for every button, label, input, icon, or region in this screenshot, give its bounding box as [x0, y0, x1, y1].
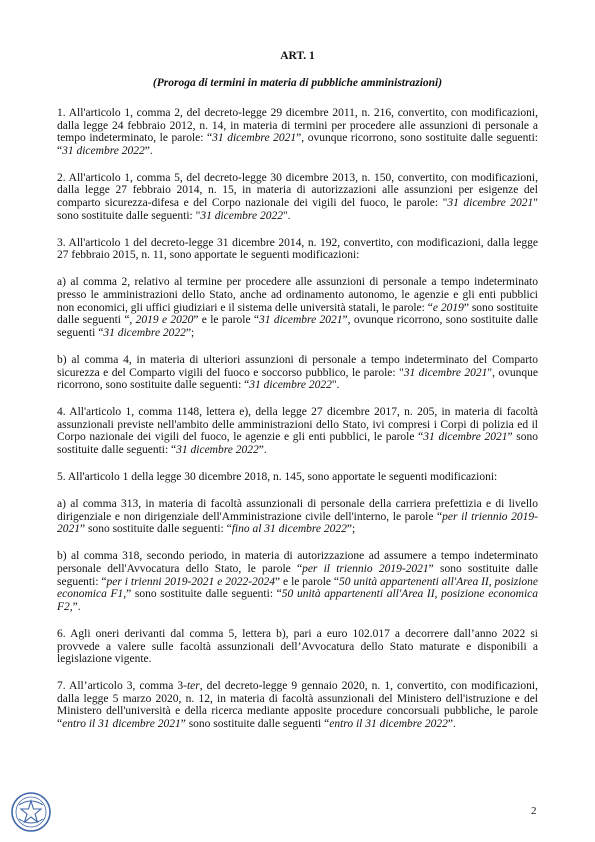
emblem-seal-icon — [10, 791, 52, 833]
text-run: ” sono sostituite dalle seguenti: “ — [80, 523, 232, 536]
italic-run: 31 dicembre 2022 — [103, 326, 186, 339]
article-subtitle: (Proroga di termini in materia di pubbliche amministrazioni) — [152, 77, 443, 89]
paragraph — [57, 628, 538, 666]
text-run: ”, ovunque ricorrono, sono sostituite dalle seguenti: “ — [57, 132, 538, 157]
text-run: ”. — [144, 144, 153, 157]
text-run: 5. All'articolo 1 della legge 30 dicembre 2018, n. 145, sono apportate le seguenti modificazioni: — [57, 471, 498, 484]
italic-run: e 2019 — [432, 301, 464, 314]
italic-run: 31 dicembre 2021 — [403, 366, 488, 379]
italic-run: 50 unità appartenenti all'Area II, posizione economica F1, — [57, 575, 538, 601]
text-run: b) al comma 318, secondo periodo, in materia di autorizzazione ad assumere a tempo indeterminato personale dell'Avvocatura dello Stato, le parole “ — [57, 550, 538, 576]
text-run: ", ovunque ricorrono, sono sostituite dalle seguenti: “ — [57, 366, 538, 392]
page-number: 2 — [531, 805, 537, 817]
paragraph — [57, 471, 538, 484]
text-run: ". — [282, 209, 291, 222]
text-run: ” sono sostituite dalle seguenti “ — [180, 717, 330, 730]
text-run: ”. — [258, 443, 267, 456]
text-run: ”, ovunque ricorrono, sono sostituite dalle seguenti “ — [57, 314, 538, 339]
paragraph — [57, 498, 538, 536]
italic-run: 50 unità appartenenti all'Area II, posizione economica F2, — [57, 588, 539, 613]
text-run: ”. — [72, 600, 81, 613]
text-run: a) al comma 2, relativo al termine per procedere alle assunzioni di personale a tempo indeterminato presso le amministrazioni dello Stato, anche ad ordinamento autonomo, le agenzie e gli enti pubblici non economici, gli uffici giudiziari e il sistema delle università statali, le parole: “ — [57, 276, 538, 314]
paragraph — [57, 276, 538, 339]
text-run: ” e le parole “ — [275, 575, 340, 588]
italic-run: 31 dicembre 2022 — [176, 443, 259, 456]
text-run: b) al comma 4, in materia di ulteriori assunzioni di personale a tempo indeterminato del Comparto sicurezza e del Comparto vigili del fuoco e soccorso pubblico, le parole: " — [57, 353, 538, 379]
italic-run: 31 dicembre 2021 — [259, 314, 343, 327]
text-run: ” sono sostituite dalle seguenti: “ — [57, 431, 538, 456]
text-run: ” sono sostituite dalle seguenti: “ — [57, 563, 538, 588]
paragraph — [57, 550, 538, 613]
paragraph — [57, 107, 538, 157]
document-page — [57, 50, 538, 745]
text-run: ". — [331, 379, 340, 392]
italic-run: per i trienni 2019-2021 e 2022-2024 — [106, 575, 276, 588]
text-run: 3. All'articolo 1 del decreto-legge 31 dicembre 2014, n. 192, convertito, con modificazioni, dalla legge 27 febbraio 2015, n. 11, sono apportate le seguenti modificazioni: — [57, 236, 538, 262]
italic-run: per il triennio 2019-2021 — [302, 563, 429, 576]
italic-run: entro il 31 dicembre 2021 — [62, 717, 181, 730]
text-run: " sono sostituite dalle seguenti: " — [57, 197, 538, 222]
text-run: a) al comma 313, in materia di facoltà assunzionali di personale della carriera prefettizia e di livello dirigenziale e non dirigenziale dell'Amministrazione civile dell'interno, le parole “ — [57, 498, 538, 523]
text-run: ” sono sostituite dalle seguenti: “ — [126, 588, 282, 601]
text-run: ”. — [447, 717, 456, 730]
text-run: ”; — [185, 326, 195, 339]
text-run: 1. All'articolo 1, comma 2, del decreto-legge 29 dicembre 2011, n. 216, convertito, con modificazioni, dalla legge 24 febbraio 2012, n. 14, in materia di termini per procedere alle assunzioni di personale a tempo indeterminato, le parole: “ — [57, 107, 538, 145]
italic-run: entro il 31 dicembre 2022 — [329, 717, 448, 730]
italic-run: 31 dicembre 2021 — [212, 132, 297, 145]
italic-run: 31 dicembre 2022 — [200, 209, 283, 222]
text-run: ” e le parole “ — [193, 314, 260, 327]
text-run: 4. All'articolo 1, comma 1148, lettera e), della legge 27 dicembre 2017, n. 205, in materia di facoltà assunzionali previste nell'ambito delle amministrazioni dello Stato, ivi compresi i Corpi di polizia ed il Corpo nazionale dei vigili del fuoco, le agenzie e gli enti pubblici, le parole “ — [57, 406, 538, 444]
text-run: 2. All'articolo 1, comma 5, del decreto-legge 30 dicembre 2013, n. 150, convertito, con modificazioni, dalla legge 27 febbraio 2014, n. 15, in materia di autorizzazioni alle assunzioni per esigenze del comparto sicurezza-difesa e del Corpo nazionale dei vigili del fuoco, le parole: " — [57, 171, 538, 210]
paragraph — [57, 354, 538, 392]
paragraph — [57, 680, 538, 730]
article-title: ART. 1 — [280, 50, 315, 62]
paragraph — [57, 237, 538, 262]
article-body — [57, 107, 538, 731]
italic-run: 31 dicembre 2022 — [62, 144, 145, 157]
paragraph — [57, 172, 538, 222]
text-run: ”; — [346, 523, 356, 536]
text-run: 6. Agli oneri derivanti dal comma 5, lettera b), pari a euro 102.017 a decorrere dall’anno 2022 si provvede a valere sulle facoltà assunzionali dell’Avvocatura dello Stato maturate e disponibili a legislazione vigente. — [57, 627, 538, 666]
italic-run: 31 dicembre 2021 — [447, 197, 534, 210]
italic-run: , 2019 e 2020 — [129, 314, 194, 327]
italic-run: per il triennio 2019-2021 — [57, 510, 538, 536]
italic-run: ter — [186, 680, 200, 693]
paragraph — [57, 406, 538, 456]
italic-run: fino al 31 dicembre 2022 — [231, 523, 347, 536]
text-run: ” sono sostituite dalle seguenti “ — [57, 301, 538, 327]
text-run: 7. All’articolo 3, comma 3- — [57, 680, 187, 693]
text-run: , del decreto-legge 9 gennaio 2020, n. 1, convertito, con modificazioni, dalla legge 5 marzo 2020, n. 12, in materia di facoltà assunzionali del Ministero dell'istruzione e del Ministero dell'università e della ricerca mediante apposite procedure concorsuali pubbliche, le parole “ — [57, 680, 538, 730]
italic-run: 31 dicembre 2022 — [249, 379, 332, 392]
italic-run: 31 dicembre 2021 — [423, 431, 508, 444]
